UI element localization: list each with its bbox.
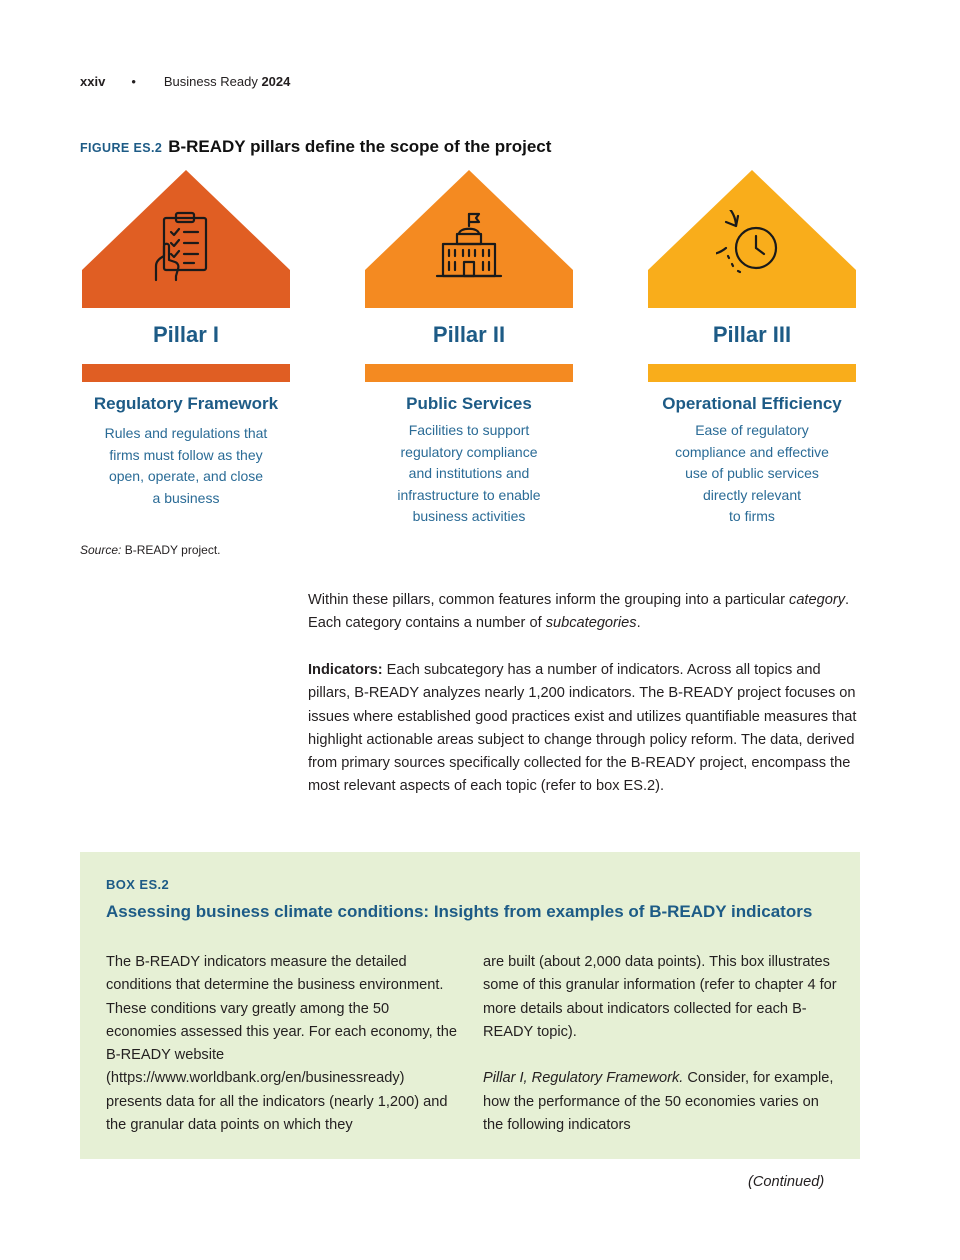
pillar-1-title: Regulatory Framework bbox=[93, 394, 279, 413]
pillar-1-bar bbox=[82, 364, 290, 382]
paragraph-text: Consider, for example, how the performance of the 50 economies varies on the following indicators bbox=[483, 1070, 834, 1134]
pillar-3-desc-line: to firms bbox=[729, 508, 775, 524]
italic-term: subcategories bbox=[545, 615, 637, 632]
box-label: BOX ES.2 bbox=[106, 877, 170, 892]
indicators-label: Indicators: bbox=[308, 662, 383, 678]
publication-name: Business Ready bbox=[163, 74, 258, 89]
pillar-2-bar bbox=[365, 364, 573, 382]
paragraph-text: Within these pillars, common features inform the grouping into a particular bbox=[308, 592, 790, 608]
running-header bbox=[80, 74, 290, 89]
pillar-1-house bbox=[82, 170, 290, 308]
body-paragraph-2 bbox=[308, 659, 863, 799]
pillar-3-desc-line: use of public services bbox=[685, 465, 819, 481]
pillar-1-desc-line: firms must follow as they bbox=[109, 446, 263, 463]
figure-source bbox=[80, 543, 221, 557]
pillar-2-name: Pillar II bbox=[432, 322, 506, 347]
paragraph-text: Each subcategory has a number of indicators. Across all topics and pillars, B-READY analyzes nearly 1,200 indicators. The B-READY project focuses on issues where established good practices exist and utilizes quantifiable measures that highlight actionable areas subject to change through policy reform. The data, derived from primary sources specifically collected for the B-READY project, encompass the most relevant aspects of each topic (refer to box ES.2). bbox=[308, 662, 857, 795]
figure-title bbox=[80, 137, 551, 157]
pillar-3-desc-line: directly relevant bbox=[702, 486, 802, 503]
pillar-2-desc-line: business activities bbox=[412, 508, 526, 524]
pillar-1-desc-line: Rules and regulations that bbox=[104, 425, 268, 441]
pillar-3 bbox=[648, 170, 856, 528]
box-title: Assessing business climate conditions: Insights from examples of B-READY indicators bbox=[106, 902, 813, 921]
pillar-3-desc-line: Ease of regulatory bbox=[695, 422, 809, 438]
pillar-3-name: Pillar III bbox=[712, 322, 792, 347]
body-paragraph-1 bbox=[308, 589, 863, 636]
figure-heading: B-READY pillars define the scope of the project bbox=[168, 137, 552, 156]
pillar-1-description bbox=[82, 423, 290, 509]
header-bullet: • bbox=[131, 74, 136, 89]
pillar-2-description bbox=[365, 420, 573, 528]
pillar-1-desc-line: a business bbox=[152, 489, 220, 506]
source-label: Source: bbox=[80, 543, 122, 557]
publication-year: 2024 bbox=[261, 74, 291, 89]
italic-term: Pillar I, Regulatory Framework. bbox=[483, 1070, 684, 1087]
pillar-1-name: Pillar I bbox=[152, 322, 220, 347]
pillar-3-title: Operational Efficiency bbox=[662, 394, 842, 413]
clipboard-checklist-icon bbox=[150, 210, 222, 282]
pillar-1-desc-line: open, operate, and close bbox=[108, 468, 264, 484]
government-building-icon bbox=[433, 210, 505, 282]
pillar-2-desc-line: Facilities to support bbox=[408, 422, 530, 438]
continued-note: (Continued) bbox=[748, 1174, 825, 1190]
figure-label: FIGURE ES.2 bbox=[80, 141, 163, 155]
pillar-3-desc-line: compliance and effective bbox=[675, 443, 829, 460]
pillar-2-desc-line: and institutions and bbox=[408, 465, 530, 481]
paragraph-text: . Each category contains a number of bbox=[308, 592, 850, 632]
pillar-2 bbox=[365, 170, 573, 528]
source-text: B-READY project. bbox=[121, 543, 221, 557]
page-number: xxiv bbox=[80, 74, 106, 89]
pillar-1 bbox=[82, 170, 290, 509]
pillar-2-title: Public Services bbox=[406, 394, 532, 413]
pillar-2-desc-line: regulatory compliance bbox=[400, 443, 538, 460]
pillar-3-house bbox=[648, 170, 856, 308]
pillar-3-description bbox=[648, 420, 856, 528]
box-es2 bbox=[80, 852, 860, 1159]
italic-term: category bbox=[789, 592, 845, 608]
paragraph-text: . bbox=[636, 615, 641, 632]
box-column-2-para-2 bbox=[483, 1067, 838, 1137]
box-column-2 bbox=[483, 951, 838, 1137]
pillar-3-bar bbox=[648, 364, 856, 382]
pillar-2-house bbox=[365, 170, 573, 308]
box-column-2-para-1: are built (about 2,000 data points). This box illustrates some of this granular information (refer to chapter 4 for more details about indicators collected for each B-READY topic). bbox=[483, 954, 837, 1040]
pillar-2-desc-line: infrastructure to enable bbox=[397, 486, 541, 503]
box-column-1: The B-READY indicators measure the detailed conditions that determine the business environment. These conditions vary greatly among the 50 economies assessed this year. For each economy, the B-READY website (https://www.worldbank.org/en/businessready) presents data for all the indicators (nearly 1,200) and the granular data points on which they bbox=[106, 954, 457, 1134]
clock-history-icon bbox=[716, 210, 788, 282]
